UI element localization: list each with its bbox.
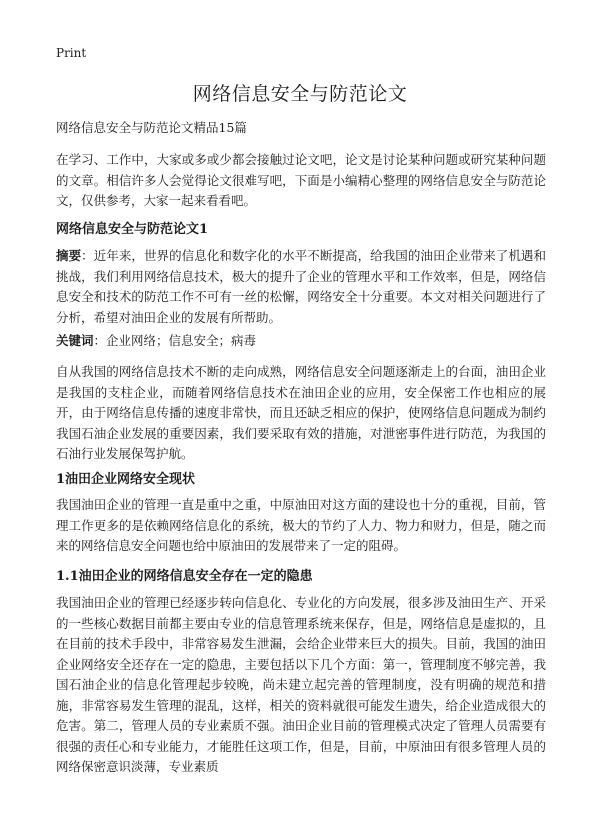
abstract-paragraph xyxy=(56,246,546,328)
section1-paragraph: 我国油田企业的管理一直是重中之重，中原油田对这方面的建设也十分的重视，目前，管理工作更多的是依赖网络信息化的系统，极大的节约了人力、物力和财力，但是，随之而来的网络信息安全问题也给中原油田的发展带来了一定的阻碍。 xyxy=(56,497,546,553)
document-title: 网络信息安全与防范论文 xyxy=(192,83,408,105)
keywords-label: 关键词 xyxy=(56,333,94,348)
abstract-label: 摘要 xyxy=(56,248,82,263)
print-link[interactable]: Print xyxy=(56,46,87,60)
keywords-paragraph xyxy=(56,331,546,352)
section1-heading: 1油田企业网络安全现状 xyxy=(56,472,196,487)
document-subtitle: 网络信息安全与防范论文精品15篇 xyxy=(56,120,247,135)
abstract-text: ：近年来，世界的信息化和数字化的水平不断提高，给我国的油田企业带来了机遇和挑战，我们利用网络信息技术，极大的提升了企业的管理水平和工作效率，但是，网络信息安全和技术的防范工作不可有一丝的松懈，网络安全十分重要。本文对相关问题进行了分析，希望对油田企业的发展有所帮助。 xyxy=(56,248,546,325)
section11-heading: 1.1油田企业的网络信息安全存在一定的隐患 xyxy=(56,569,313,584)
keywords-text: ：企业网络；信息安全；病毒 xyxy=(93,333,257,348)
essay-heading: 网络信息安全与防范论文1 xyxy=(56,222,209,237)
intro-paragraph: 在学习、工作中，大家或多或少都会接触过论文吧，论文是讨论某种问题或研究某种问题的文章。相信许多人会觉得论文很难写吧，下面是小编精心整理的网络信息安全与防范论文，仅供参考，大家一起来看看吧。 xyxy=(56,152,546,208)
section11-paragraph: 我国油田企业的管理已经逐步转向信息化、专业化的方向发展，很多涉及油田生产、开采的一些核心数据目前都主要由专业的信息管理系统来保存，但是，网络信息是虚拟的，且在目前的技术手段中，非常容易发生泄漏，会给企业带来巨大的损失。目前，我国的油田企业网络安全还存在一定的隐患，主要包括以下几个方面：第一，管理制度不够完善，我国石油企业的信息化管理起步较晚，尚未建立起完善的管理制度，没有明确的规范和措施，非常容易发生管理的混乱，这样，相关的资料就很可能发生遗失，给企业造成很大的危害。第二，管理人员的专业素质不强。油田企业目前的管理模式决定了管理人员需要有很强的责任心和专业能力，才能胜任这项工作，但是，目前，中原油田有很多管理人员的网络保密意识淡薄，专业素质 xyxy=(56,595,546,774)
body-paragraph: 自从我国的网络信息技术不断的走向成熟，网络信息安全问题逐渐走上的台面，油田企业是我国的支柱企业，而随着网络信息技术在油田企业的应用，安全保密工作也相应的展开，由于网络信息传播的速度非常快，而且还缺乏相应的保护，使网络信息问题成为制约我国石油企业发展的重要因素，我们要采取有效的措施，对泄密事件进行防范，为我国的石油行业发展保驾护航。 xyxy=(56,364,546,461)
